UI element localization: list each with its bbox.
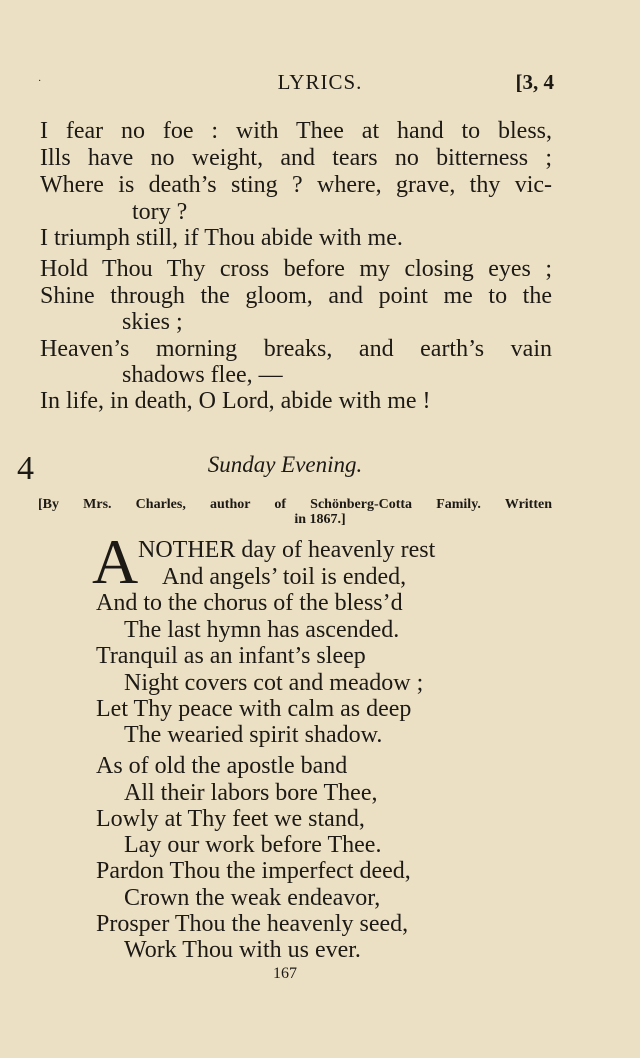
verse-line: The wearied spirit shadow.: [124, 722, 383, 748]
verse-line: Heaven’s morning breaks, and earth’s vain: [40, 336, 552, 362]
hymn-attribution-continued: in 1867.]: [294, 512, 346, 527]
verse-line: Night covers cot and meadow ;: [124, 670, 424, 696]
header-hymn-range: [3, 4: [515, 70, 554, 94]
verse-line: All their labors bore Thee,: [124, 780, 378, 806]
verse-line: And to the chorus of the bless’d: [96, 590, 403, 616]
verse-line: Ills have no weight, and tears no bitterness ;: [40, 145, 552, 171]
page-number: 167: [273, 965, 297, 982]
verse-line: The last hymn has ascended.: [124, 617, 400, 643]
verse-line: Lay our work before Thee.: [124, 832, 382, 858]
verse-line: Hold Thou Thy cross before my closing eyes ;: [40, 256, 552, 282]
header-dot: ·: [38, 76, 42, 87]
verse-line: Lowly at Thy feet we stand,: [96, 806, 365, 832]
running-header: [0, 70, 640, 100]
verse-line: Crown the weak endeavor,: [124, 885, 381, 911]
verse-line: As of old the apostle band: [96, 753, 348, 779]
verse-line: Prosper Thou the heavenly seed,: [96, 911, 409, 937]
drop-cap: A: [92, 526, 139, 597]
hymn-title: Sunday Evening.: [207, 452, 363, 477]
verse-line: And angels’ toil is ended,: [162, 564, 407, 590]
verse-line: shadows flee, —: [122, 362, 283, 388]
verse-line: Tranquil as an infant’s sleep: [96, 643, 366, 669]
header-title: LYRICS.: [277, 70, 363, 94]
verse-line: skies ;: [122, 309, 183, 335]
verse-line: Where is death’s sting ? where, grave, thy vic-: [40, 172, 552, 198]
hymn-number: 4: [17, 450, 34, 487]
verse-line: I fear no foe : with Thee at hand to bless,: [40, 118, 552, 144]
verse-line: In life, in death, O Lord, abide with me !: [40, 388, 431, 414]
hymn-attribution: [By Mrs. Charles, author of Schönberg-Cotta Family. Written: [38, 497, 552, 512]
verse-line: I triumph still, if Thou abide with me.: [40, 225, 403, 251]
verse-line: NOTHER day of heavenly rest: [138, 537, 436, 563]
verse-line: tory ?: [132, 199, 188, 225]
verse-line: Let Thy peace with calm as deep: [96, 696, 412, 722]
verse-line: Shine through the gloom, and point me to the: [40, 283, 552, 309]
verse-line: Work Thou with us ever.: [124, 937, 361, 963]
verse-line: Pardon Thou the imperfect deed,: [96, 858, 411, 884]
